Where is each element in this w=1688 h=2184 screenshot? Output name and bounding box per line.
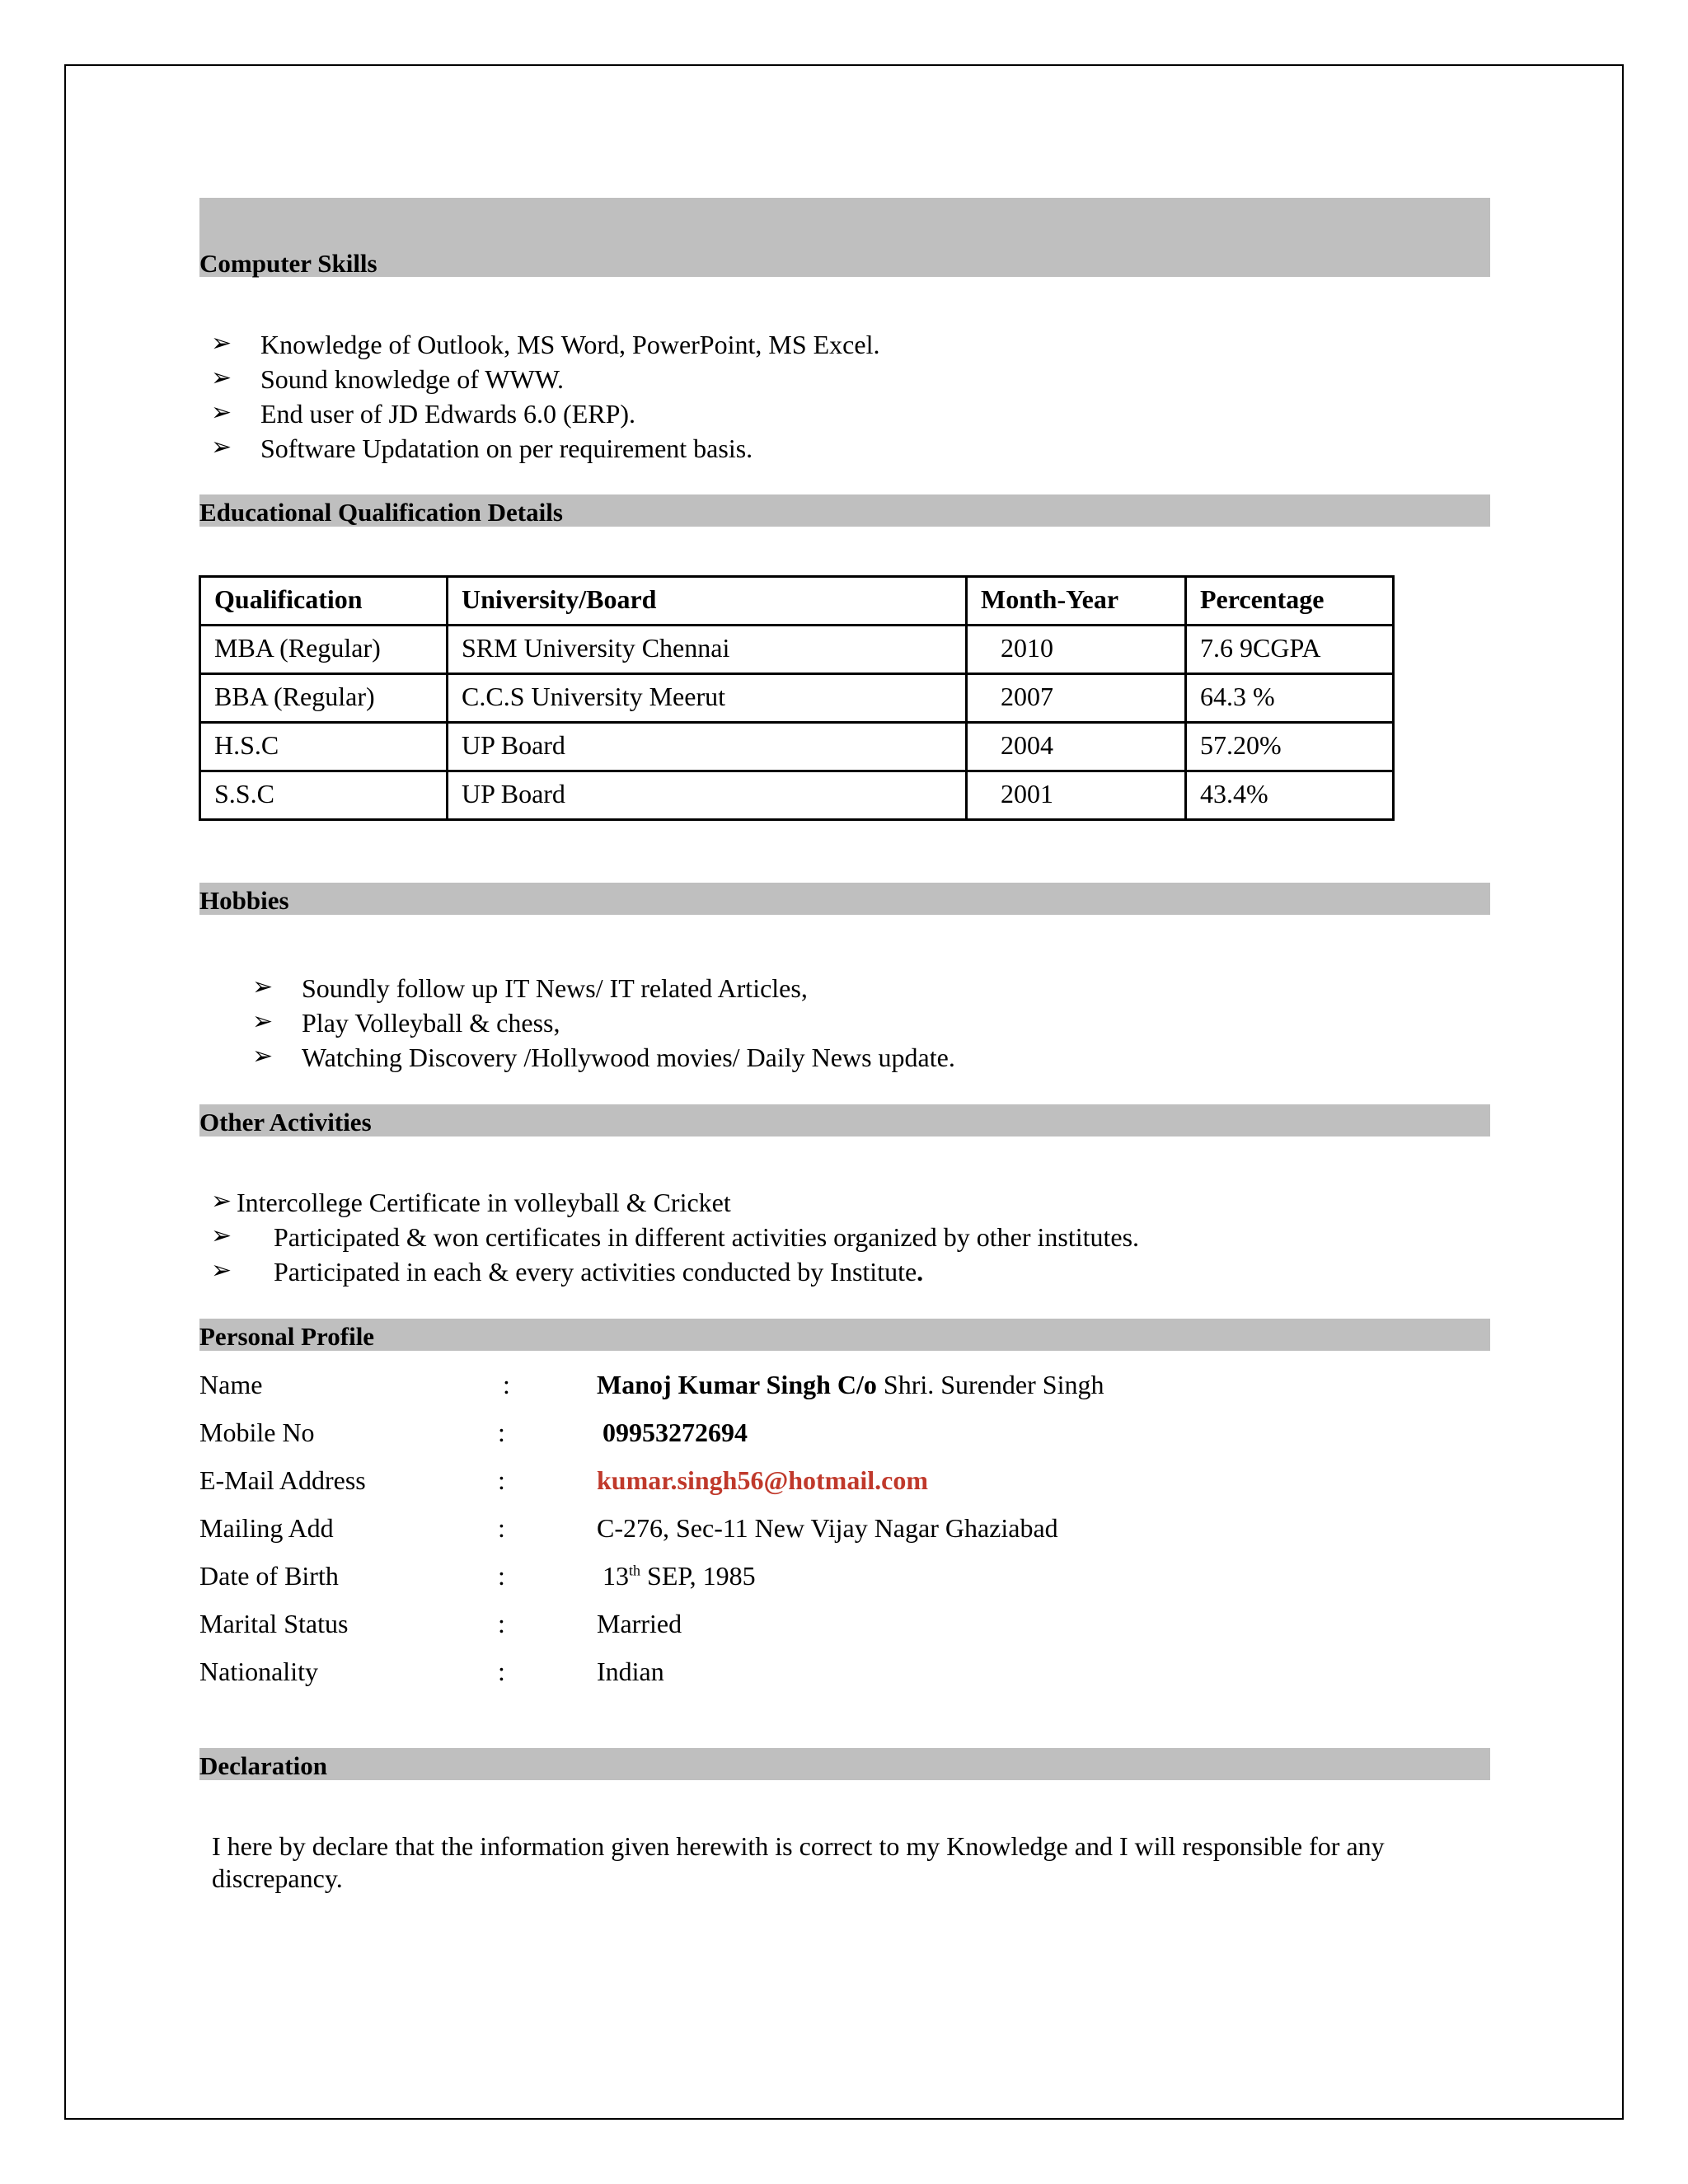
- profile-colon: :: [498, 1465, 505, 1495]
- arrow-bullet-icon: ➢: [211, 399, 232, 426]
- declaration-text-line-1: I here by declare that the information given herewith is correct to my Knowledge and I will responsible for any: [212, 1831, 1385, 1861]
- declaration-text-line-2: discrepancy.: [212, 1863, 343, 1893]
- hobby-item: Soundly follow up IT News/ IT related Articles,: [302, 973, 808, 1003]
- skill-item: Software Updatation on per requirement basis.: [260, 434, 753, 463]
- profile-value-marital: Married: [597, 1609, 682, 1638]
- activity-item: Participated & won certificates in different activities organized by other institutes.: [274, 1222, 1140, 1252]
- profile-colon: :: [498, 1513, 505, 1543]
- table-row: [200, 771, 1394, 820]
- table-header-cell: Qualification: [200, 577, 448, 626]
- table-cell: 2001: [967, 771, 1186, 820]
- section-title-education: Educational Qualification Details: [199, 498, 563, 527]
- profile-label-mailing: Mailing Add: [199, 1513, 334, 1543]
- skill-item: End user of JD Edwards 6.0 (ERP).: [260, 399, 636, 429]
- table-cell: 2010: [967, 626, 1186, 674]
- profile-value-dob: [603, 1563, 756, 1589]
- profile-label-email: E-Mail Address: [199, 1465, 366, 1495]
- section-title-declaration: Declaration: [199, 1751, 327, 1780]
- arrow-bullet-icon: ➢: [211, 330, 232, 357]
- arrow-bullet-icon: ➢: [211, 364, 232, 391]
- dob-day: 13: [603, 1561, 629, 1591]
- section-bar-declaration: [199, 1748, 1490, 1780]
- table-cell: SRM University Chennai: [448, 626, 967, 674]
- table-cell: 2004: [967, 723, 1186, 771]
- activity-item: [274, 1258, 923, 1285]
- activity-item: Intercollege Certificate in volleyball & Cricket: [237, 1188, 731, 1217]
- table-cell: MBA (Regular): [200, 626, 448, 674]
- profile-label-marital: Marital Status: [199, 1609, 349, 1638]
- hobby-item: Play Volleyball & chess,: [302, 1008, 560, 1038]
- section-bar-hobbies: [199, 883, 1490, 915]
- section-title-hobbies: Hobbies: [199, 886, 289, 915]
- table-cell: BBA (Regular): [200, 674, 448, 723]
- section-bar-computer-skills: [199, 198, 1490, 277]
- profile-colon: :: [503, 1370, 510, 1399]
- profile-label-name: Name: [199, 1370, 263, 1399]
- arrow-bullet-icon: ➢: [252, 1008, 274, 1035]
- arrow-bullet-icon: ➢: [211, 1188, 232, 1215]
- table-row: [200, 626, 1394, 674]
- table-row: [200, 674, 1394, 723]
- profile-value-mobile: 09953272694: [603, 1418, 748, 1447]
- education-table: [199, 575, 1395, 821]
- arrow-bullet-icon: ➢: [211, 434, 232, 461]
- table-cell: UP Board: [448, 771, 967, 820]
- table-cell: UP Board: [448, 723, 967, 771]
- arrow-bullet-icon: ➢: [211, 1222, 232, 1249]
- section-title-other-activities: Other Activities: [199, 1108, 372, 1137]
- dob-rest: SEP, 1985: [640, 1561, 756, 1591]
- skill-item: Sound knowledge of WWW.: [260, 364, 564, 394]
- table-cell: S.S.C: [200, 771, 448, 820]
- table-header-cell: Month-Year: [967, 577, 1186, 626]
- profile-value-email[interactable]: kumar.singh56@hotmail.com: [597, 1465, 928, 1495]
- table-header-cell: Percentage: [1186, 577, 1394, 626]
- table-cell: 57.20%: [1186, 723, 1394, 771]
- dob-suffix: th: [629, 1562, 641, 1579]
- section-bar-other-activities: [199, 1104, 1490, 1137]
- table-cell: C.C.S University Meerut: [448, 674, 967, 723]
- table-cell: 2007: [967, 674, 1186, 723]
- table-cell: 43.4%: [1186, 771, 1394, 820]
- profile-label-nationality: Nationality: [199, 1657, 318, 1686]
- table-header-row: [200, 577, 1394, 626]
- table-header-cell: University/Board: [448, 577, 967, 626]
- profile-colon: :: [498, 1561, 505, 1591]
- table-row: [200, 723, 1394, 771]
- profile-value-mailing: C-276, Sec-11 New Vijay Nagar Ghaziabad: [597, 1513, 1058, 1543]
- section-bar-personal-profile: [199, 1319, 1490, 1351]
- profile-colon: :: [498, 1418, 505, 1447]
- activity-period: .: [917, 1257, 924, 1286]
- profile-colon: :: [498, 1657, 505, 1686]
- arrow-bullet-icon: ➢: [252, 1043, 274, 1070]
- hobby-item: Watching Discovery /Hollywood movies/ Daily News update.: [302, 1043, 955, 1072]
- profile-label-mobile: Mobile No: [199, 1418, 315, 1447]
- activity-text: Participated in each & every activities conducted by Institute: [274, 1257, 917, 1286]
- name-bold: Manoj Kumar Singh C/o: [597, 1370, 877, 1399]
- arrow-bullet-icon: ➢: [211, 1257, 232, 1284]
- table-cell: 64.3 %: [1186, 674, 1394, 723]
- profile-value-name: [597, 1371, 1104, 1398]
- skill-item: Knowledge of Outlook, MS Word, PowerPoint, MS Excel.: [260, 330, 880, 359]
- table-cell: 7.6 9CGPA: [1186, 626, 1394, 674]
- arrow-bullet-icon: ➢: [252, 973, 274, 1001]
- name-rest: Shri. Surender Singh: [876, 1370, 1104, 1399]
- table-cell: H.S.C: [200, 723, 448, 771]
- profile-value-nationality: Indian: [597, 1657, 664, 1686]
- section-title-personal-profile: Personal Profile: [199, 1322, 375, 1351]
- profile-colon: :: [498, 1609, 505, 1638]
- section-title-computer-skills: Computer Skills: [199, 249, 377, 278]
- profile-label-dob: Date of Birth: [199, 1561, 339, 1591]
